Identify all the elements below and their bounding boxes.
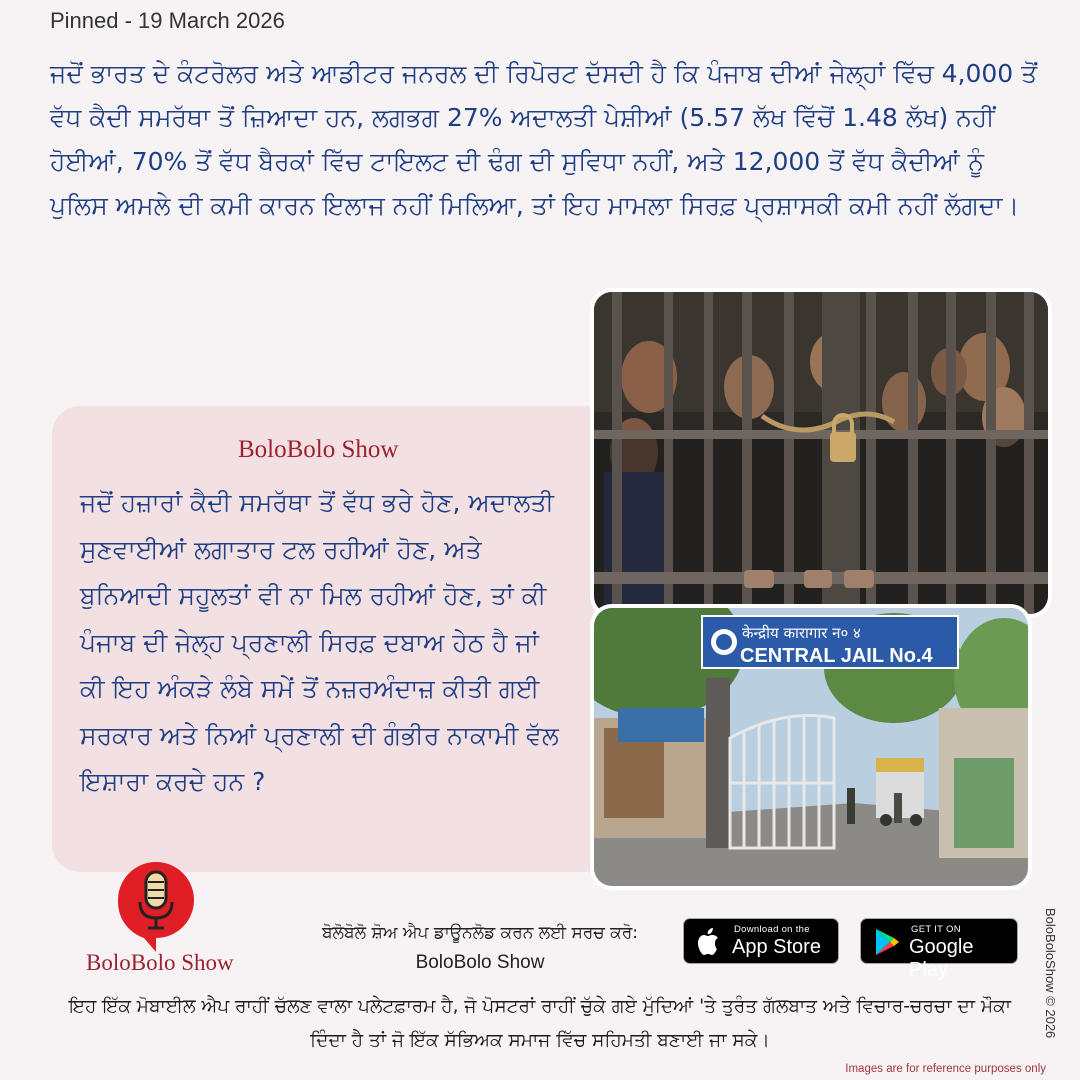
prison-bars-image	[594, 292, 1048, 614]
apple-icon	[696, 927, 722, 957]
google-play-button[interactable]	[860, 918, 1018, 981]
download-instruction: ਬੋਲੋਬੋਲੋ ਸ਼ੋਅ ਐਪ ਡਾਊਨਲੋਡ ਕਰਨ ਲਈ ਸਰਚ ਕਰੋ:	[321, 923, 639, 943]
card-question: ਜਦੋਂ ਹਜ਼ਾਰਾਂ ਕੈਦੀ ਸਮਰੱਥਾ ਤੋਂ ਵੱਧ ਭਰੇ ਹੋਣ, ਅਦਾਲਤੀ ਸੁਣਵਾਈਆਂ ਲਗਾਤਾਰ ਟਲ ਰਹੀਆਂ ਹੋਣ, ਅਤੇ ਬੁਨਿਆਦੀ ਸਹੂਲਤਾਂ ਵੀ ਨਾ ਮਿਲ ਰਹੀਆਂ ਹੋਣ, ਤਾਂ ਕੀ ਪੰਜਾਬ ਦੀ ਜੇਲ੍ਹ ਪ੍ਰਣਾਲੀ ਸਿਰਫ਼ ਦਬਾਅ ਹੇਠ ਹੈ ਜਾਂ ਕੀ ਇਹ ਅੰਕੜੇ ਲੰਬੇ ਸਮੇਂ ਤੋਂ ਨਜ਼ਰਅੰਦਾਜ਼ ਕੀਤੀ ਗਈ ਸਰਕਾਰ ਅਤੇ ਨਿਆਂ ਪ੍ਰਣਾਲੀ ਦੀ ਗੰਭੀਰ ਨਾਕਾਮੀ ਵੱਲ ਇਸ਼ਾਰਾ ਕਰਦੇ ਹਨ ?	[80, 488, 559, 796]
google-play-label: Google Play	[909, 936, 974, 981]
google-play-small-text: GET IT ON	[911, 924, 961, 935]
headline: ਜਦੋਂ ਭਾਰਤ ਦੇ ਕੰਟਰੋਲਰ ਅਤੇ ਆਡੀਟਰ ਜਨਰਲ ਦੀ ਰਿਪੋਰਟ ਦੱਸਦੀ ਹੈ ਕਿ ਪੰਜਾਬ ਦੀਆਂ ਜੇਲ੍ਹਾਂ ਵਿੱਚ 4,000 ਤੋਂ ਵੱਧ ਕੈਦੀ ਸਮਰੱਥਾ ਤੋਂ ਜ਼ਿਆਦਾ ਹਨ, ਲਗਭਗ 27% ਅਦਾਲਤੀ ਪੇਸ਼ੀਆਂ (5.57 ਲੱਖ ਵਿੱਚੋਂ 1.48 ਲੱਖ) ਨਹੀਂ ਹੋਈਆਂ, 70% ਤੋਂ ਵੱਧ ਬੈਰਕਾਂ ਵਿੱਚ ਟਾਇਲਟ ਦੀ ਢੰਗ ਦੀ ਸੁਵਿਧਾ ਨਹੀਂ, ਅਤੇ 12,000 ਤੋਂ ਵੱਧ ਕੈਦੀਆਂ ਨੂੰ ਪੁਲਿਸ ਅਮਲੇ ਦੀ ਕਮੀ ਕਾਰਨ ਇਲਾਜ ਨਹੀਂ ਮਿਲਿਆ, ਤਾਂ ਇਹ ਮਾਮਲਾ ਸਿਰਫ਼ ਪ੍ਰਸ਼ਾਸਕੀ ਕਮੀ ਨਹੀਂ ਲੱਗਦਾ।	[50, 59, 1038, 220]
jail-gate-photo	[590, 604, 1032, 890]
copyright: BoloBoloShow © 2026	[1043, 908, 1058, 1039]
app-store-small-text: Download on the	[734, 924, 810, 935]
question-card	[52, 406, 612, 872]
prison-bars-photo	[590, 288, 1052, 618]
pinned-date: Pinned - 19 March 2026	[50, 8, 285, 33]
app-store-label: App Store	[732, 936, 821, 958]
sign-hindi: केन्द्रीय कारागार न० ४	[742, 624, 861, 642]
card-brand: BoloBolo Show	[238, 436, 399, 463]
footer-description: ਇਹ ਇੱਕ ਮੋਬਾਈਲ ਐਪ ਰਾਹੀਂ ਚੱਲਣ ਵਾਲਾ ਪਲੇਟਫ਼ਾਰਮ ਹੈ, ਜੋ ਪੋਸਟਰਾਂ ਰਾਹੀਂ ਚੁੱਕੇ ਗਏ ਮੁੱਦਿਆਂ 'ਤੇ ਤੁਰੰਤ ਗੱਲਬਾਤ ਅਤੇ ਵਿਚਾਰ-ਚਰਚਾ ਦਾ ਮੌਕਾ ਦਿੰਦਾ ਹੈ ਤਾਂ ਜੋ ਇੱਕ ਸੱਭਿਅਕ ਸਮਾਜ ਵਿੱਚ ਸਹਿਮਤੀ ਬਣਾਈ ਜਾ ਸਕੇ।	[68, 996, 1012, 1051]
jail-gate-image	[594, 608, 1028, 886]
brand-logo-text: BoloBolo Show	[86, 950, 234, 975]
image-disclaimer: Images are for reference purposes only	[845, 1063, 1046, 1075]
app-store-button[interactable]	[683, 918, 839, 964]
download-prompt	[300, 920, 660, 976]
google-play-icon	[873, 927, 901, 957]
download-search-term: BoloBolo Show	[415, 952, 545, 973]
sign-english: CENTRAL JAIL No.4	[740, 645, 933, 667]
